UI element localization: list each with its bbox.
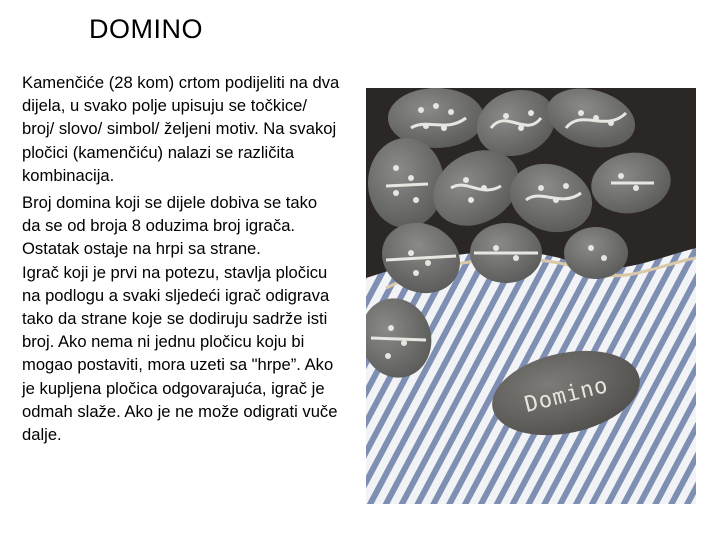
stone-label: Domino bbox=[522, 372, 612, 418]
instructions-paragraph-1: Kamenčiće (28 kom) crtom podijeliti na dva dijela, u svako polje upisuju se točkice/ broj/ slovo/ simbol/ željeni motiv. Na svakoj pločici (kamenčiću) nalazi se različita kombinacija. bbox=[22, 73, 340, 185]
instructions-text bbox=[22, 71, 340, 450]
domino-stones-photo bbox=[366, 88, 696, 504]
instructions-paragraph-2: Broj domina koji se dijele dobiva se tako da se od broja 8 oduzima broj igrača. Ostatak ostaje na hrpi sa strane. Igrač koji je prvi na potezu, stavlja pločicu na podlogu a svaki sljedeći igrač odigrava tako da strane koje se dodiruju sadrže isti broj. Ako nema ni jednu pločicu koju bi mogao postaviti, mora uzeti sa "hrpe”. Ako je kupljena pločica odgovarajuća, igrač je odmah slaže. Ako je ne može odigrati vuče dalje. bbox=[22, 193, 338, 445]
slide-title: DOMINO bbox=[89, 14, 203, 44]
